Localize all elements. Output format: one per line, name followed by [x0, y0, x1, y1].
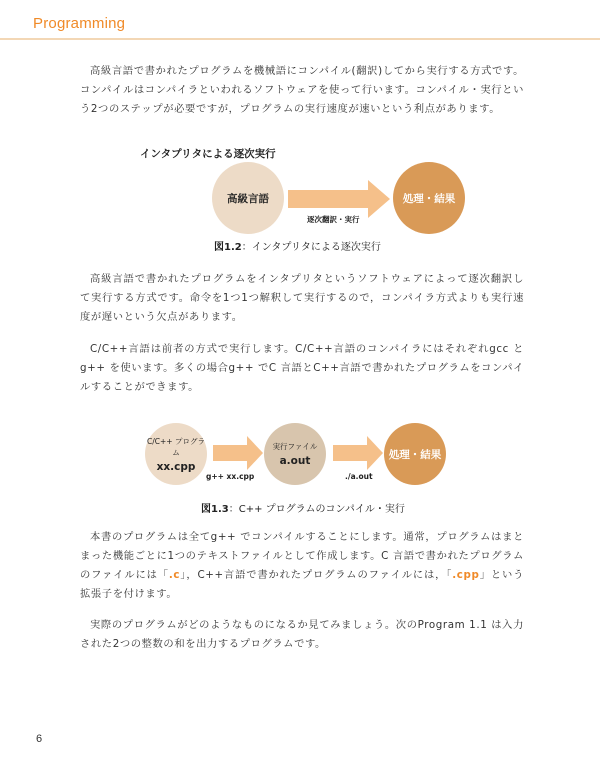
circle-small-label: 実行ファイル — [272, 442, 318, 451]
extension-c: .c — [168, 569, 181, 581]
paragraph-text: 」という拡張子を付けます。 — [80, 569, 525, 600]
page-header — [0, 0, 600, 40]
paragraph-program-intro: 実際のプログラムがどのようなものになるか見てみましょう。次のProgram 1.1 は入力された2つの整数の和を出力するプログラムです。 — [80, 619, 524, 650]
arrow-label-run: ./a.out — [345, 472, 373, 481]
header-title: Programming — [33, 15, 126, 32]
circle-label: 処理・結果 — [388, 448, 442, 461]
paragraph-compiler: 高級言語で書かれたプログラムを機械語にコンパイル(翻訳)してから実行する方式です。コンパイルはコンパイラといわれるソフトウェアを使って行います。コンパイル・実行という2つのステップが必要ですが，プログラムの実行速度が速いという利点があります。 — [80, 65, 524, 115]
arrow-right-icon — [288, 180, 390, 218]
caption-text: ：インタプリタによる逐次実行 — [241, 242, 381, 253]
circle-label: 処理・結果 — [402, 192, 456, 205]
paragraph-text: 」，C++言語で書かれたプログラムのファイルには，「 — [180, 569, 453, 581]
extension-cpp: .cpp — [452, 569, 480, 581]
circle-result — [384, 423, 446, 485]
arrow-label-compile: g++ xx.cpp — [206, 472, 255, 481]
figure-title-interpreter: インタプリタによる逐次実行 — [140, 148, 276, 160]
arrow-label-interpret: 逐次翻訳・実行 — [307, 215, 360, 224]
circle-main-label: a.out — [279, 455, 311, 467]
caption-number: 図1.3 — [201, 504, 229, 515]
figure-caption-1-3 — [201, 500, 405, 515]
caption-text: ：C++ プログラムのコンパイル・実行 — [228, 504, 405, 515]
caption-number: 図1.2 — [214, 242, 242, 253]
circle-main-label: xx.cpp — [156, 460, 196, 473]
arrow-right-icon — [213, 436, 263, 470]
paragraph-extensions — [80, 528, 524, 604]
circle-result — [393, 162, 465, 234]
arrow-right-icon — [333, 436, 383, 470]
circle-high-level-language — [212, 162, 284, 234]
paragraph-interpreter: 高級言語で書かれたプログラムをインタプリタというソフトウェアによって逐次翻訳して実行する方式です。命令を1つ1つ解釈して実行するので，コンパイラ方式よりも実行速度が遅いという欠点があります。 — [80, 273, 524, 323]
circle-source-file — [145, 423, 207, 485]
circle-small-label: C/C++ プログラム — [147, 436, 205, 457]
figure-caption-1-2 — [214, 238, 381, 253]
circle-label: 高級言語 — [227, 192, 269, 205]
circle-executable — [264, 423, 326, 485]
paragraph-c-cpp: C/C++言語は前者の方式で実行します。C/C++言語のコンパイラにはそれぞれgcc とg++ を使います。多くの場合g++ でC 言語とC++言語で書かれたプログラムをコンパイルすることができます。 — [80, 343, 524, 393]
page-number: 6 — [36, 733, 43, 745]
paragraph-text: 本書のプログラムは全てg++ でコンパイルすることにします。通常，プログラムはまとまった機能ごとに1つのテキストファイルとして作成します。C 言語で書かれたプログラムのファイルには「 — [80, 531, 524, 581]
